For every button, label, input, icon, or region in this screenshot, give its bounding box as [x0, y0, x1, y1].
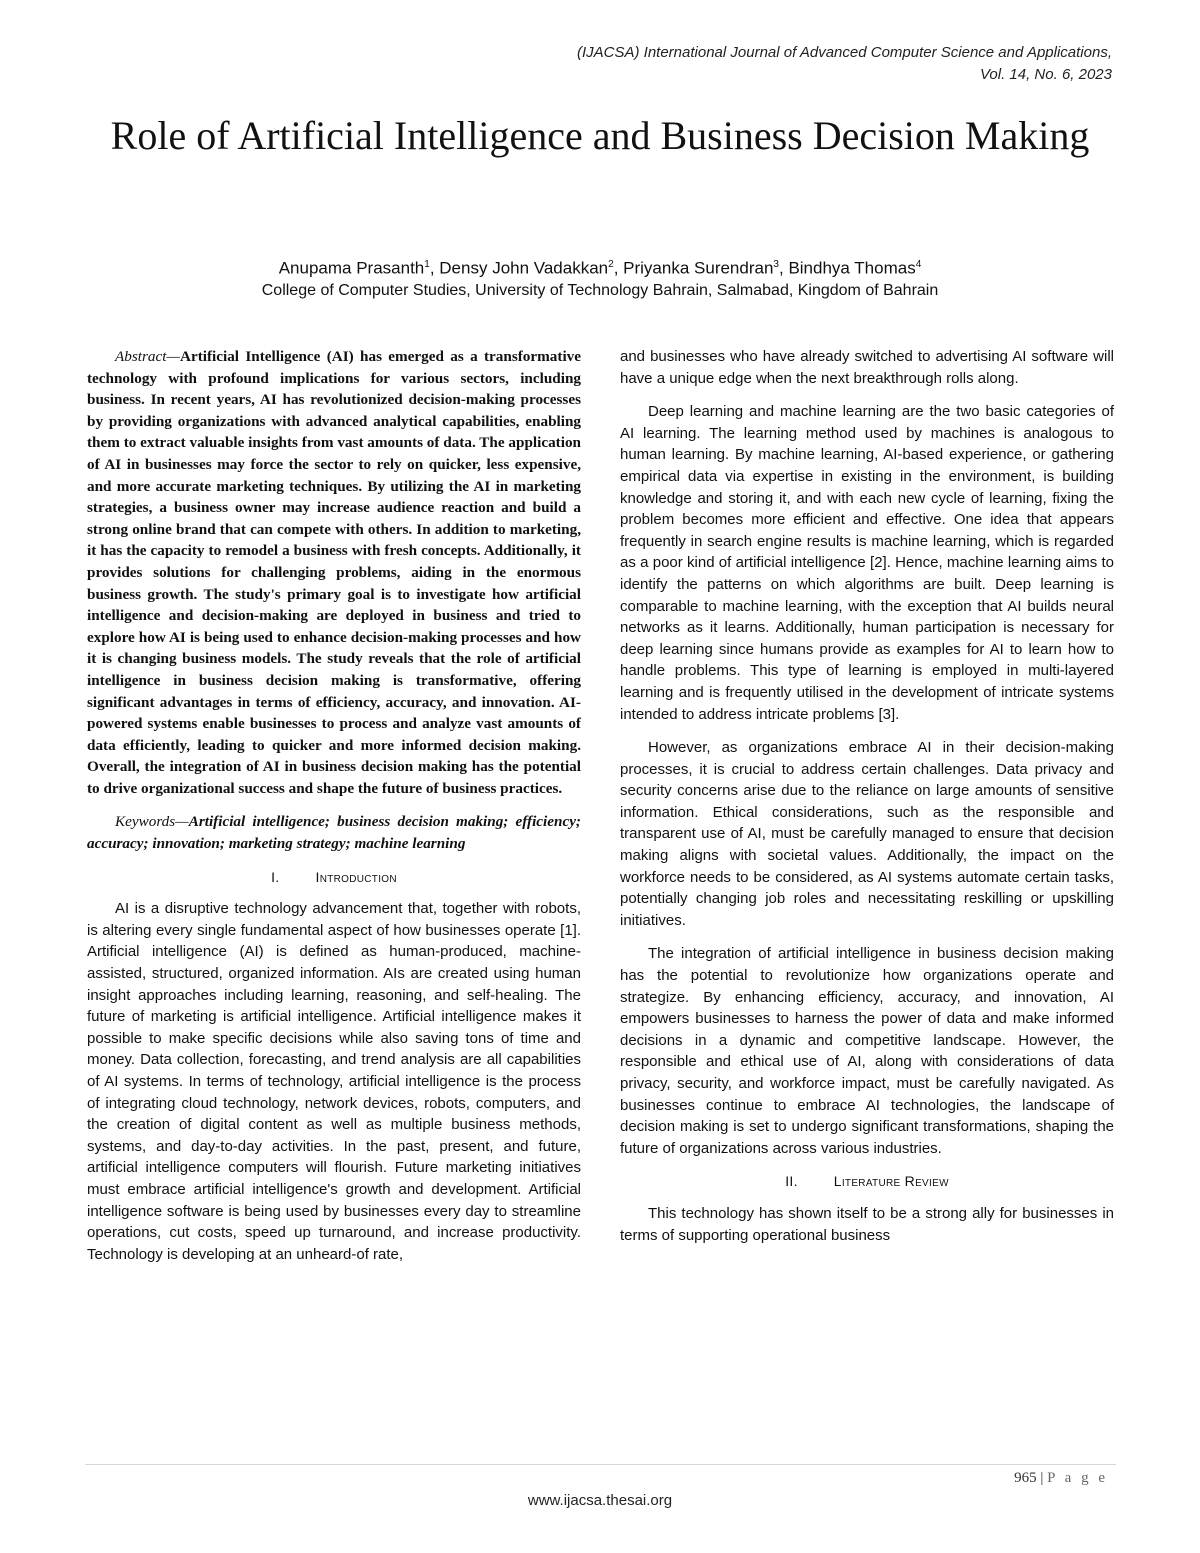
- abstract: [87, 346, 581, 799]
- body-paragraph: and businesses who have already switched to advertising AI software will have a unique edge when the next breakthrough rolls along.: [620, 348, 1114, 387]
- author-affiliation-mark: 3: [773, 259, 779, 270]
- author-separator: ,: [613, 258, 624, 278]
- page-label: P a g e: [1047, 1470, 1108, 1486]
- author-affiliation-mark: 1: [424, 259, 430, 270]
- author-separator: ,: [778, 258, 789, 278]
- author-affiliation-mark: 4: [915, 259, 922, 270]
- body-paragraph: Deep learning and machine learning are the two basic categories of AI learning. The learning method used by machines is analogous to human learning. By machine learning, AI-based experience, or gathering empirical data via expertise in existing in the environment, is building knowledge and storing it, and with each new cycle of learning, fixing the problem becomes more efficient and effective. One idea that appears frequently in search engine results is machine learning, which is regarded as a poor kind of artificial intelligence [2]. Hence, machine learning aims to identify the patterns on which algorithms are built. Deep learning is comparable to machine learning, with the exception that AI builds neural networks as it learns. Additionally, human participation is necessary for deep learning since humans provide as examples for AI to learn how to handle problems. This type of learning is employed in multi-layered learning and is frequently utilised in the development of intricate systems intended to address intricate problems [3].: [620, 403, 1114, 723]
- author-name: Anupama Prasanth: [278, 258, 425, 278]
- section-number: II.: [785, 1173, 798, 1190]
- keywords-lead: Keywords—: [115, 813, 189, 831]
- keywords: [87, 811, 581, 854]
- author-name: Densy John Vadakkan: [439, 258, 609, 278]
- author-list: [60, 252, 1140, 282]
- author-name: Bindhya Thomas: [788, 258, 916, 278]
- right-column: [620, 346, 1114, 1258]
- section-heading-introduction: [87, 867, 581, 889]
- page-number: [1014, 1470, 1108, 1487]
- journal-name: (IJACSA) International Journal of Advanced Computer Science and Applications,: [576, 44, 1112, 61]
- journal-volume: Vol. 14, No. 6, 2023: [979, 66, 1112, 83]
- section-heading-literature-review: [620, 1171, 1114, 1193]
- affiliation: College of Computer Studies, University of Technology Bahrain, Salmabad, Kingdom of Bahrain: [261, 282, 939, 299]
- section-title: Literature Review: [833, 1173, 949, 1190]
- author-affiliation-mark: 2: [608, 259, 614, 270]
- keywords-text: Artificial intelligence; business decision making; efficiency; accuracy; innovation; marketing strategy; machine learning: [87, 813, 581, 853]
- paper-title: Role of Artificial Intelligence and Business Decision Making: [110, 113, 1090, 158]
- author-name: Priyanka Surendran: [623, 258, 774, 278]
- left-column: [87, 346, 581, 1277]
- section-number: I.: [271, 868, 280, 885]
- footer-divider: [85, 1464, 1116, 1465]
- intro-paragraph: AI is a disruptive technology advancement that, together with robots, is altering every single fundamental aspect of how businesses operate [1]. Artificial intelligence (AI) is defined as human-produced, machine-assisted, structured, organized information. AIs are created using human insight approaches including learning, reasoning, and self-healing. The future of marketing is artificial intelligence. Artificial intelligence makes it possible to make specific decisions while also saving tons of time and money. Data collection, forecasting, and trend analysis are all capabilities of AI systems. In terms of technology, artificial intelligence is the process of integrating cloud technology, network devices, robots, computers, and the creation of digital content as well as multiple business methods, systems, and day-to-day activities. In the past, present, and future, artificial intelligence computers will flourish. Future marketing initiatives must embrace artificial intelligence's growth and development. Artificial intelligence software is being used by businesses every day to streamline operations, cut costs, speed up turnaround, and increase productivity. Technology is developing at an unheard-of rate,: [87, 900, 581, 1263]
- page-separator: |: [1036, 1470, 1048, 1486]
- page-number-value: 965: [1014, 1470, 1037, 1486]
- body-paragraph: This technology has shown itself to be a strong ally for businesses in terms of supporting operational business: [620, 1204, 1114, 1244]
- body-paragraph: The integration of artificial intelligence in business decision making has the potential to revolutionize how organizations operate and strategize. By enhancing efficiency, accuracy, and innovation, AI empowers businesses to harness the power of data and make informed decisions in a dynamic and competitive landscape. However, the responsible and ethical use of AI, along with considerations of data privacy, security, and workforce impact, must be carefully navigated. As businesses continue to embrace AI technologies, the landscape of decision making is set to undergo significant transformations, shaping the future of organizations across various industries.: [620, 945, 1114, 1157]
- journal-header: [412, 42, 1112, 86]
- section-title: Introduction: [315, 868, 397, 885]
- body-paragraph: However, as organizations embrace AI in their decision-making processes, it is crucial to address certain challenges. Data privacy and security concerns arise due to the reliance on large amounts of sensitive information. Ethical considerations, such as the responsible and transparent use of AI, must be carefully managed to ensure that decision making aligns with societal values. Additionally, the impact on the workforce needs to be considered, as AI systems automate certain tasks, potentially changing job roles and necessitating reskilling or upskilling initiatives.: [620, 739, 1114, 929]
- journal-website: www.ijacsa.thesai.org: [527, 1492, 673, 1509]
- abstract-text: Artificial Intelligence (AI) has emerged as a transformative technology with profound implications for various sectors, including business. In recent years, AI has revolutionized decision-making processes by providing organizations with advanced analytical capabilities, enabling them to extract valuable insights from vast amounts of data. The application of AI in businesses may force the sector to rely on quicker, less expensive, and more accurate marketing techniques. By utilizing the AI in marketing strategies, a business owner may increase audience reaction and build a strong online brand that can compete with others. In addition to marketing, it has the capacity to remodel a business with fresh concepts. Additionally, it provides solutions for challenging problems, aiding in the enormous business growth. The study's primary goal is to investigate how artificial intelligence and decision-making are deployed in business and tried to explore how AI is being used to enhance decision-making processes and how it is changing business models. The study reveals that the role of artificial intelligence in business decision making is transformative, offering significant advantages in terms of efficiency, accuracy, and innovation. AI-powered systems enable businesses to process and analyze vast amounts of data efficiently, leading to quicker and more informed decision making. Overall, the integration of AI in business decision making has the potential to drive organizational success and shape the future of business practices.: [87, 348, 581, 797]
- author-separator: ,: [429, 258, 440, 278]
- abstract-lead: Abstract—: [115, 348, 180, 365]
